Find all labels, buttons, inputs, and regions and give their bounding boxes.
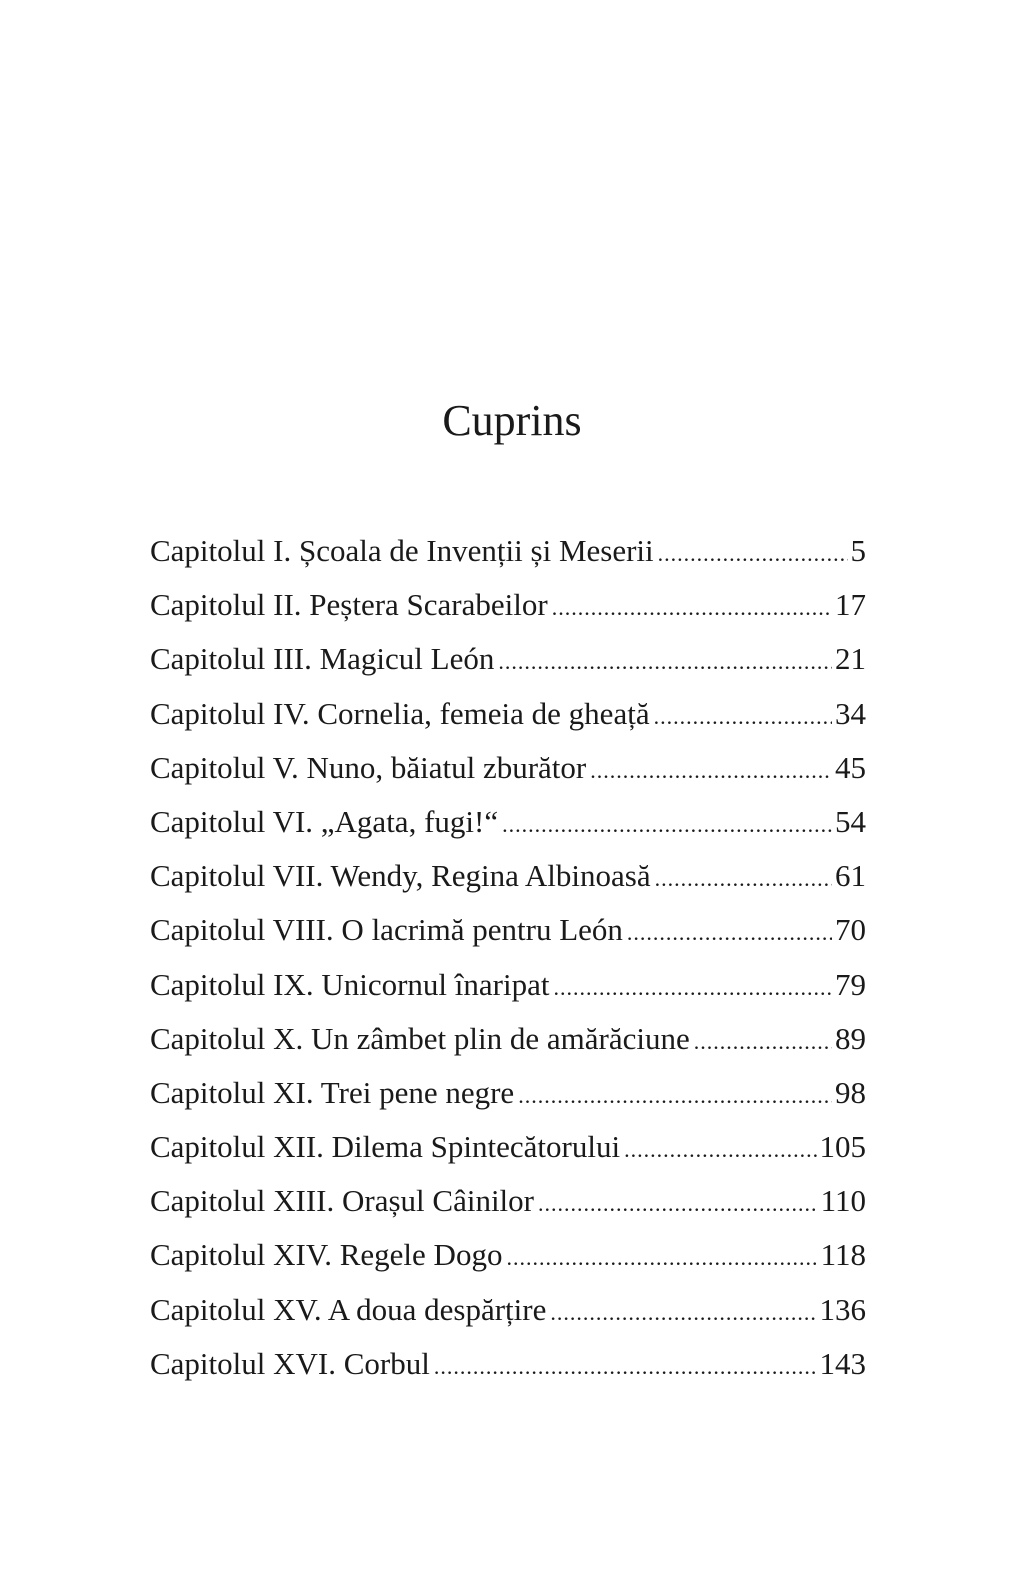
toc-entry[interactable] — [150, 795, 866, 849]
toc-entry[interactable] — [150, 741, 866, 795]
dot-leader — [654, 690, 832, 744]
toc-entry-page: 89 — [835, 1020, 866, 1056]
toc-entry[interactable] — [150, 958, 866, 1012]
toc-entry-label: Capitolul VII. Wendy, Regina Albinoasă — [150, 858, 651, 894]
toc-entry-label: Capitolul IX. Unicornul înaripat — [150, 966, 550, 1002]
toc-entry-label: Capitolul IV. Cornelia, femeia de gheață — [150, 695, 650, 731]
toc-entry-page: 79 — [835, 966, 866, 1002]
dot-leader — [658, 527, 848, 581]
dot-leader — [590, 744, 832, 798]
toc-entry[interactable] — [150, 632, 866, 686]
toc-entry-page: 54 — [835, 803, 866, 839]
dot-leader — [624, 1123, 816, 1177]
toc-entry-page: 45 — [835, 749, 866, 785]
dot-leader — [434, 1340, 817, 1394]
toc-entry-label: Capitolul X. Un zâmbet plin de amărăciune — [150, 1020, 690, 1056]
toc-entry-label: Capitolul XV. A doua despărțire — [150, 1291, 547, 1327]
toc-entry-label: Capitolul III. Magicul León — [150, 641, 495, 677]
dot-leader — [655, 852, 832, 906]
toc-entry[interactable] — [150, 687, 866, 741]
toc-entry[interactable] — [150, 524, 866, 578]
toc-entry[interactable] — [150, 903, 866, 957]
toc-entry-page: 34 — [835, 695, 866, 731]
toc-entry-page: 110 — [820, 1183, 866, 1219]
dot-leader — [498, 635, 832, 689]
toc-entry-page: 136 — [819, 1291, 866, 1327]
toc-entry-label: Capitolul VIII. O lacrimă pentru León — [150, 912, 623, 948]
dot-leader — [502, 798, 832, 852]
toc-entry[interactable] — [150, 1174, 866, 1228]
toc-entry[interactable] — [150, 1012, 866, 1066]
toc-entry-page: 21 — [835, 641, 866, 677]
toc-entry[interactable] — [150, 1066, 866, 1120]
toc-entry[interactable] — [150, 578, 866, 632]
dot-leader — [552, 581, 832, 635]
dot-leader — [538, 1177, 818, 1231]
dot-leader — [506, 1231, 817, 1285]
toc-entry-label: Capitolul II. Peștera Scarabeilor — [150, 587, 548, 623]
toc-entry-page: 118 — [820, 1237, 866, 1273]
toc-entry[interactable] — [150, 1228, 866, 1282]
dot-leader — [550, 1286, 816, 1340]
toc-entry-label: Capitolul XI. Trei pene negre — [150, 1074, 515, 1110]
toc-entry-label: Capitolul VI. „Agata, fugi!“ — [150, 803, 499, 839]
dot-leader — [553, 961, 832, 1015]
table-of-contents — [150, 524, 866, 1391]
toc-entry-label: Capitolul XII. Dilema Spintecătorului — [150, 1129, 621, 1165]
dot-leader — [627, 906, 832, 960]
toc-entry-page: 17 — [835, 587, 866, 623]
toc-entry-page: 105 — [819, 1129, 866, 1165]
toc-entry-label: Capitolul XVI. Corbul — [150, 1345, 430, 1381]
dot-leader — [694, 1015, 832, 1069]
toc-entry-label: Capitolul V. Nuno, băiatul zburător — [150, 749, 587, 785]
dot-leader — [518, 1069, 832, 1123]
page-title: Cuprins — [442, 396, 582, 445]
toc-entry-label: Capitolul XIII. Orașul Câinilor — [150, 1183, 534, 1219]
toc-entry-page: 5 — [850, 533, 866, 568]
toc-entry-label: Capitolul XIV. Regele Dogo — [150, 1237, 503, 1273]
toc-entry-label: Capitolul I. Școala de Invenții și Meserii — [150, 533, 654, 568]
toc-entry-page: 70 — [835, 912, 866, 948]
toc-entry-page: 98 — [835, 1074, 866, 1110]
toc-entry[interactable] — [150, 1120, 866, 1174]
toc-entry-page: 61 — [835, 858, 866, 894]
toc-entry[interactable] — [150, 1337, 866, 1391]
toc-entry[interactable] — [150, 1283, 866, 1337]
toc-entry-page: 143 — [819, 1345, 866, 1381]
toc-entry[interactable] — [150, 849, 866, 903]
